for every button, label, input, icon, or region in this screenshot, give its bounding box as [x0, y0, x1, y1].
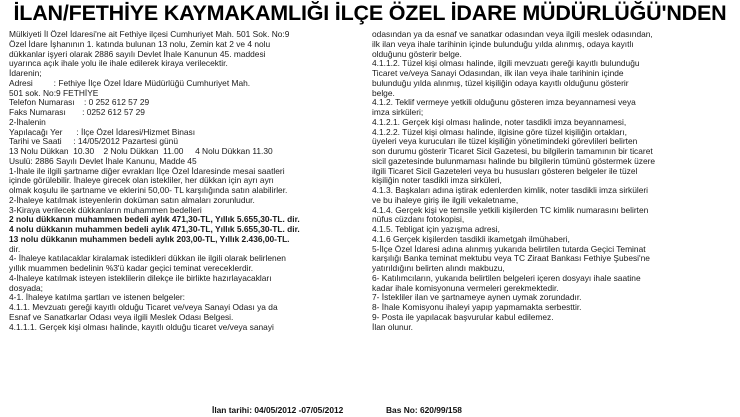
text-line: 4.1.2.1. Gerçek kişi olması halinde, noter tasdikli imza beyannamesi,	[372, 116, 627, 127]
text-line: 6- Katılımcıların, yukarıda belirtilen belgeleri içeren dosyayı ihale saatine	[372, 272, 641, 283]
text-line: Esnaf ve Sanatkarlar Odası veya ilgili Meslek Odası Belgesi.	[9, 311, 234, 322]
text-line: 4.1.3. Başkaları adına iştirak edenlerden kimlik, noter tasdikli imza sirküleri	[372, 185, 649, 195]
text-line: 4-1. İhaleye katılma şartları ve istenen belgeler:	[9, 292, 185, 303]
text-line: yıllık muammen bedelinin %3'ü kadar geçici teminat vereceklerdir.	[9, 263, 254, 273]
text-line: 2-İhaleye katılmak isteyenlerin doküman satın almaları zorunludur.	[9, 194, 255, 205]
text-line: İdarenin;	[9, 68, 42, 78]
announcement-footer	[0, 405, 740, 417]
text-line: son durumu gösterir Ticaret Sicil Gazetesi, bu bilgilerin tamamının bir ticaret	[372, 146, 653, 156]
text-line: 1-İhale ile ilgili şartname diğer evrakları İlçe Özel İdaresinde mesai saatleri	[9, 165, 285, 176]
text-line: 2 nolu dükkanın muhammen bedeli aylık 471,30-TL, Yıllık 5.655,30-TL. dir.	[9, 214, 300, 225]
text-line: Tarihi ve Saati : 14/05/2012 Pazartesi günü	[9, 136, 178, 147]
text-line: 501 sok. No:9 FETHİYE	[9, 87, 99, 98]
text-line: 4- İhaleye katılacaklar kiralamak istedikleri dükkan ile ilgili olarak belirlenen	[9, 253, 286, 264]
text-line: 3-Kiraya verilecek dükkanların muhammen bedelleri	[9, 204, 202, 215]
text-line: 9- Posta ile yapılacak başvurular kabul edilemez.	[372, 311, 554, 322]
text-line: imza sirküleri;	[372, 107, 424, 117]
announcement-date: İlan tarihi: 04/05/2012 -07/05/2012	[212, 405, 344, 415]
text-line: 4.1.6 Gerçek kişilerden tasdikli ikametgah ilmühaberi,	[372, 233, 570, 244]
text-line: Adresi : Fethiye İlçe Özel İdare Müdürlüğü Cumhuriyet Mah.	[9, 77, 251, 88]
text-line: ilk ilan veya ihale tarihinin içinde bulunduğu yılda alınmış, odaya kayıtlı	[372, 38, 634, 49]
text-line: sicil gazetesinde bulunmaması halinde bu bilgilerin tümünü göstermek üzere	[372, 155, 656, 166]
text-line: Telefon Numarası : 0 252 612 57 29	[9, 97, 150, 108]
text-line: Usulü: 2886 Sayılı Devlet İhale Kanunu, Madde 45	[9, 155, 197, 166]
text-line: nüfus cüzdanı fotokopisi,	[372, 214, 465, 225]
text-line: 4.1.4. Gerçek kişi ve temsile yetkili kişilerden TC kimlik numarasını belirten	[372, 204, 649, 215]
right-column	[372, 30, 733, 417]
text-line: dosyada;	[9, 282, 43, 293]
text-line: ve bu ihaleye giriş ile ilgili vekaletname,	[372, 194, 519, 205]
text-line: kadar ihale komisyonuna vermeleri gerekmektedir.	[372, 282, 559, 293]
text-line: Faks Numarası : 0252 612 57 29	[9, 107, 145, 117]
text-line: 2-İhalenin	[9, 116, 46, 127]
text-line: karşılığı Banka teminat mektubu veya TC Ziraat Bankası Fethiye Şubesi'ne	[372, 253, 650, 264]
text-line: 5-İlçe Özel İdaresi adına alınmış yukarıda belirtilen tutarda Geçici Teminat	[372, 243, 646, 254]
print-number: Bas No: 620/99/158	[386, 405, 462, 415]
text-line: uyarınca açık ihale yolu ile ihale edilerek kiraya verilecektir.	[9, 58, 228, 69]
text-line: içinde görülebilir. İhaleye girecek olan istekliler, her dükkan için ayrı ayrı	[9, 175, 274, 186]
left-column	[9, 30, 370, 417]
text-line: odasından ya da esnaf ve sanatkar odasından veya ilgili meslek odasından,	[372, 30, 653, 39]
text-line: 4.1.1.2. Tüzel kişi olması halinde, ilgili mevzuatı gereği kayıtlı bulunduğu	[372, 58, 640, 69]
text-line: 7- İstekliler ilan ve şartnameye aynen uymak zorundadır.	[372, 292, 582, 303]
text-line: 4.1.2.2. Tüzel kişi olması halinde, ilgisine göre tüzel kişiliğin ortakları,	[372, 126, 627, 137]
text-line: olmak koşulu ile şartname ve eklerini 50,00- TL karşılığında satın alabilirler.	[9, 185, 288, 195]
text-line: kişiliğin noter tasdikli imza sirküleri,	[372, 175, 502, 186]
text-line: 8- İhale Komisyonu ihaleyi yapıp yapmamakta serbesttir.	[372, 302, 582, 312]
text-line: 4.1.2. Teklif vermeye yetkili olduğunu gösteren imza beyannamesi veya	[372, 97, 636, 108]
text-line: belge.	[372, 87, 395, 98]
text-line: İlan olunur.	[372, 321, 413, 332]
text-line: 4 nolu dükkanın muhammen bedeli aylık 471,30-TL, Yıllık 5.655,30-TL. dir.	[9, 224, 300, 234]
announcement-title: İLAN/FETHİYE KAYMAKAMLIĞI İLÇE ÖZEL İDARE MÜDÜRLÜĞÜ'NDEN	[13, 1, 727, 25]
text-line: dir.	[9, 243, 21, 254]
text-line: olduğunu gösterir belge.	[372, 48, 462, 59]
text-line: 13 Nolu Dükkan 10.30 2 Nolu Dükkan 11.00 4 Nolu Dükkan 11.30	[9, 146, 273, 156]
text-line: 4.1.1. Mevzuatı gereği kayıtlı olduğu Ticaret ve/veya Sanayi Odası ya da	[9, 302, 278, 312]
text-line: yatırıldığını belirten alındı makbuzu,	[372, 263, 505, 273]
text-line: 13 nolu dükkanın muhammen bedeli aylık 203,00-TL, Yıllık 2.436,00-TL.	[9, 233, 290, 244]
text-line: 4-İhaleye katılmak isteyen isteklilerin dilekçe ile birlikte hazırlayacakları	[9, 272, 272, 283]
text-line: üyeleri veya kurucuları ile tüzel kişiliğin yönetimindeki görevlileri belirten	[372, 136, 638, 147]
text-line: 4.1.5. Tebligat için yazışma adresi,	[372, 224, 500, 234]
text-line: Mülkiyeti İl Özel İdaresi'ne ait Fethiye ilçesi Cumhuriyet Mah. 501 Sok. No:9	[9, 30, 290, 39]
text-line: Ticaret ve/veya Sanayi Odasından, ilk ilan veya ihale tarihinin içinde	[372, 68, 624, 78]
text-line: Yapılacağı Yer : İlçe Özel İdaresi/Hizmet Binası	[9, 126, 196, 137]
text-line: dükkanlar işyeri olarak 2886 sayılı Devlet İhale Kanunun 45. maddesi	[9, 48, 266, 59]
text-line: 4.1.1.1. Gerçek kişi olması halinde, kayıtlı olduğu ticaret ve/veya sanayi	[9, 321, 274, 332]
text-line: bulunduğu yılda alınmış, tüzel kişiliğin odaya kayıtlı olduğunu gösterir	[372, 77, 629, 88]
text-line: ilgili Ticaret Sicil Gazeteleri veya bu hususları gösteren belgeler ile tüzel	[372, 165, 638, 176]
text-line: Özel İdare İşhanının 1. katında bulunan 13 nolu, Zemin kat 2 ve 4 nolu	[9, 38, 271, 49]
